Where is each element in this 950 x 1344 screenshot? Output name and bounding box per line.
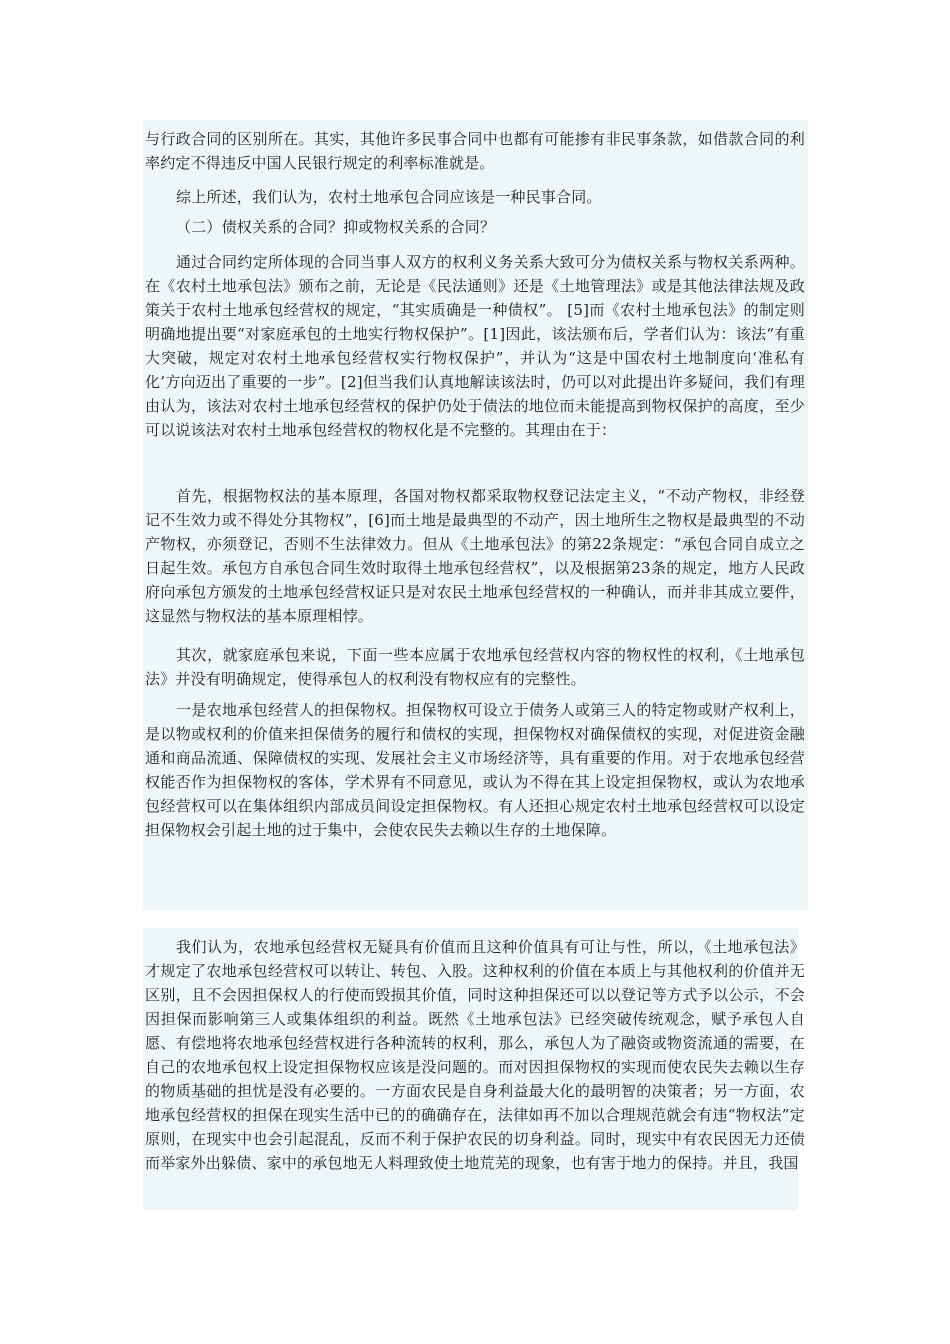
paragraph-our-view: 我们认为，农地承包经营权无疑具有价值而且这种价值具有可让与性，所以，《土地承包法》才规定了农地承包经营权可以转让、转包、入股。这种权利的价值在本质上与其他权利的价值并无区别，且不会因担保权人的行使而毁损其价值，同时这种担保还可以以登记等方式予以公示，不会因担保而影响第三人或集体组织的利益。既然《土地承包法》已经突破传统观念，赋予承包人自愿、有偿地将农地承包经营权进行各种流转的权利，那么，承包人为了融资或物资流通的需要，在自己的农地承包权上设定担保物权应该是没问题的。而对因担保物权的实现而使农民失去赖以生存的物质基础的担忧是没有必要的。一方面农民是自身利益最大化的最明智的决策者；另一方面，农地承包经营权的担保在现实生活中已的的确确存在，法律如再不加以合理规范就会有违“物权法”定原则，在现实中也会引起混乱，反而不利于保护农民的切身利益。同时，现实中有农民因无力还债而举家外出躲债、家中的承包地无人料理致使土地荒芜的现象，也有害于地力的保持。并且，我国 — [145, 938, 805, 1172]
paragraph-security-rights: 一是农地承包经营人的担保物权。担保物权可设立于债务人或第三人的特定物或财产权利上，是以物或权利的价值来担保债务的履行和债权的实现，担保物权对确保债权的实现，对促进资金融通和商品流通、保障债权的实现、发展社会主义市场经济等，具有重要的作用。对于农地承包经营权能否作为担保物权的客体，学术界有不同意见，或认为不得在其上设定担保物权，或认为农地承包经营权可以在集体组织内部成员间设定担保物权。有人还担心规定农村土地承包经营权可以设定担保物权会引起土地的过于集中，会使农民失去赖以生存的土地保障。 — [145, 701, 805, 839]
paragraph-first-registration: 首先，根据物权法的基本原理，各国对物权都采取物权登记法定主义，“不动产物权，非经登记不生效力或不得处分其物权”，[6]而土地是最典型的不动产，因土地所生之物权是最典型的不动产物权，亦须登记，否则不生法律效力。但从《土地承包法》的第22条规定：“承包合同自成立之日起生效。承包方自承包合同生效时取得土地承包经营权”，以及根据第23条的规定，地方人民政府向承包方颁发的土地承包经营权证只是对农民土地承包经营权的一种确认，而并非其成立要件，这显然与物权法的基本原理相悖。 — [145, 487, 805, 625]
paragraph-summary: 综上所述，我们认为，农村土地承包合同应该是一种民事合同。 — [176, 188, 602, 206]
paragraph-rights-relations: 通过合同约定所体现的合同当事人双方的权利义务关系大致可分为债权关系与物权关系两种。在《农村土地承包法》颁布之前，无论是《民法通则》还是《土地管理法》或是其他法律法规及政策关于农村土地承包经营权的规定，“其实质确是一种债权”。 [5]而《农村土地承包法》的制定则明确地提出要“对家庭承包的土地实行物权保护”。[1]因此，该法颁布后，学者们认为：该法“有重大突破，规定对农村土地承包经营权实行物权保护”，并认为“这是中国农村土地制度向‘准私有化’方向迈出了重要的一步”。[2]但当我们认真地解读该法时，仍可以对此提出许多疑问，我们有理由认为，该法对农村土地承包经营权的保护仍处于债法的地位而未能提高到物权保护的高度，至少可以说该法对农村土地承包经营权的物权化是不完整的。其理由在于： — [145, 253, 805, 439]
section-heading-creditor-or-property: （二）债权关系的合同？抑或物权关系的合同？ — [176, 218, 496, 236]
paragraph-second-household: 其次，就家庭承包来说，下面一些本应属于农地承包经营权内容的物权性的权利，《土地承包法》并没有明确规定，使得承包人的权利没有物权应有的完整性。 — [145, 646, 805, 688]
paragraph-contract-distinction: 与行政合同的区别所在。其实，其他许多民事合同中也都有可能掺有非民事条款，如借款合同的利率约定不得违反中国人民银行规定的利率标准就是。 — [145, 130, 805, 172]
